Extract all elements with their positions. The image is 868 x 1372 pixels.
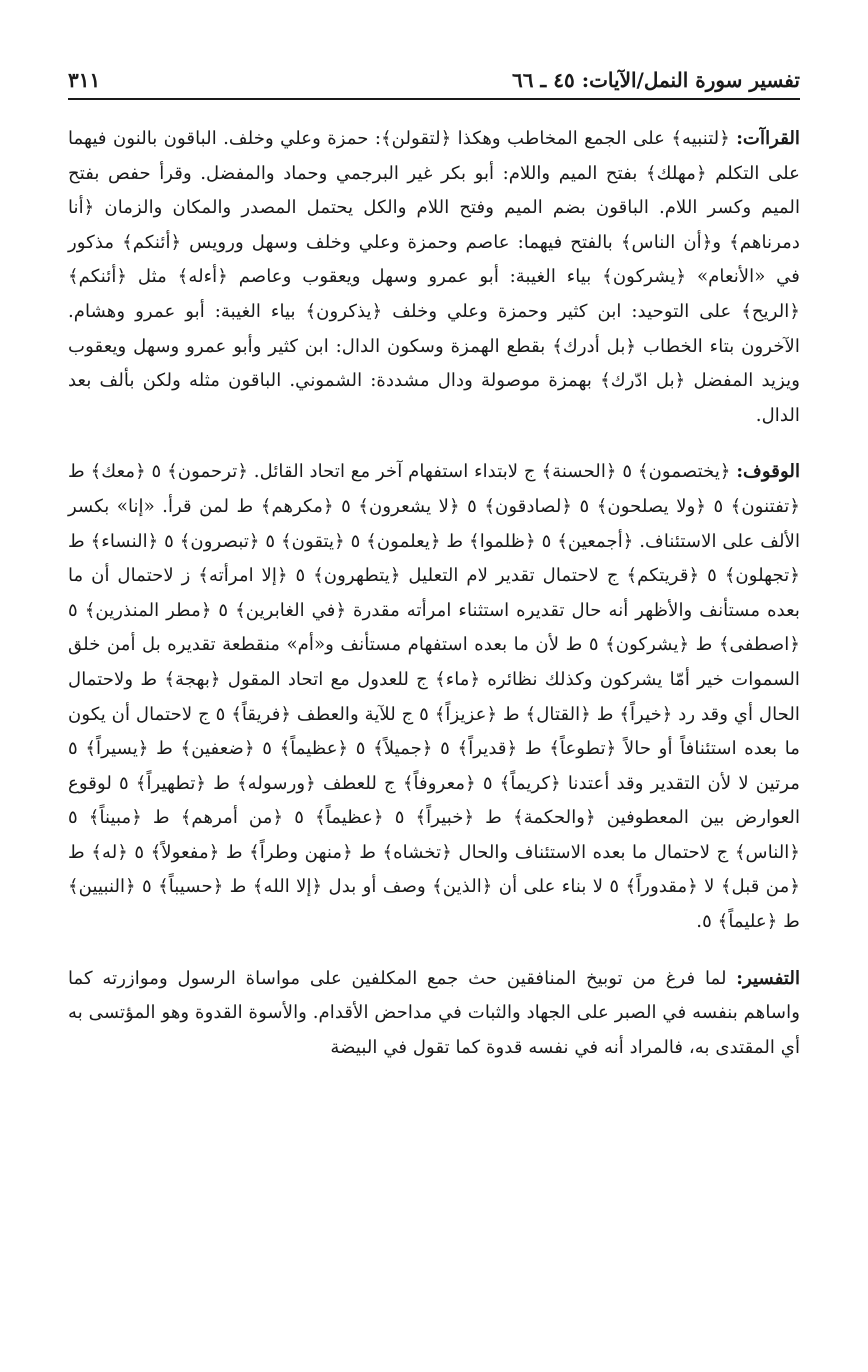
running-title: تفسير سورة النمل/الآيات: ٤٥ ـ ٦٦ (511, 68, 800, 92)
wuquf-label: الوقوف: (736, 461, 800, 483)
wuquf-text: ﴿يختصمون﴾ ٥ ﴿الحسنة﴾ ج لابتداء استفهام آخر مع اتحاد القائل. ﴿ترحمون﴾ ٥ ﴿معك﴾ ط ﴿تفتنون﴾ ٥ ﴿ولا يصلحون﴾ ٥ ﴿لصادقون﴾ ٥ ﴿لا يشعرون﴾ ٥ ﴿مكرهم﴾ ط لمن قرأ. «إنا» بكسر الألف على الاستئناف. ﴿أجمعين﴾ ٥ ﴿ظلموا﴾ ط ﴿يعلمون﴾ ٥ ﴿يتقون﴾ ٥ ﴿تبصرون﴾ ٥ ﴿النساء﴾ ط ﴿تجهلون﴾ ٥ ﴿قريتكم﴾ ج لاحتمال تقدير لام التعليل ﴿يتطهرون﴾ ٥ ﴿إلا امرأته﴾ ز لاحتمال أن ما بعده مستأنف والأظهر أنه حال تقديره استثناء امرأته مقدرة ﴿في الغابرين﴾ ٥ ﴿مطر المنذرين﴾ ٥ ﴿اصطفى﴾ ط ﴿يشركون﴾ ٥ ط لأن ما بعده استفهام مستأنف و«أم» منقطعة تقديره بل أمن خلق السموات خير أمّا يشركون وكذلك نظائره ﴿ماء﴾ ج للعدول مع اتحاد المقول ﴿بهجة﴾ ط ولاحتمال الحال أي وقد رد ﴿خيراً﴾ ط ﴿القتال﴾ ط ﴿عزيزاً﴾ ٥ ج للآية والعطف ﴿فريقاً﴾ ٥ ج لاحتمال أن يكون ما بعده استئنافاً أو حالاً ﴿تطوعاً﴾ ط ﴿قديراً﴾ ٥ ﴿جميلاً﴾ ٥ ﴿عظيماً﴾ ٥ ﴿ضعفين﴾ ط ﴿يسيراً﴾ ٥ مرتين لا لأن التقدير وقد أعتدنا ﴿كريماً﴾ ٥ ﴿معروفاً﴾ ج للعطف ﴿ورسوله﴾ ط ﴿تطهيراً﴾ ٥ لوقوع العوارض بين المعطوفين ﴿والحكمة﴾ ط ﴿خبيراً﴾ ٥ ﴿عظيماً﴾ ٥ ﴿من أمرهم﴾ ط ﴿مبيناً﴾ ٥ ﴿الناس﴾ ج لاحتمال ما بعده الاستئناف والحال ﴿تخشاه﴾ ط ﴿منهن وطراً﴾ ط ﴿مفعولاً﴾ ٥ ﴿له﴾ ط ﴿من قبل﴾ لا ﴿مقدوراً﴾ ٥ لا بناء على أن ﴿الذين﴾ وصف أو بدل ﴿إلا الله﴾ ط ﴿حسيباً﴾ ٥ ﴿النبيين﴾ ط ﴿عليماً﴾ ٥. (67, 461, 800, 933)
tafsir-paragraph (68, 962, 800, 1066)
tafsir-label: التفسير: (736, 967, 800, 989)
header-rule (68, 98, 800, 100)
qiraat-label: القراآت: (736, 128, 800, 149)
qiraat-text: ﴿لتنبيه﴾ على الجمع المخاطب وهكذا ﴿لتقولن﴾: حمزة وعلي وخلف. الباقون بالنون فيهما على التكلم ﴿مهلك﴾ بفتح الميم واللام: أبو بكر غير البرجمي وحماد والمفضل. وقرأ حفص بفتح الميم وكسر اللام. الباقون بضم الميم وفتح اللام والكل يحتمل المصدر والمكان والزمان ﴿أنا دمرناهم﴾ و﴿أن الناس﴾ بالفتح فيهما: عاصم وحمزة وعلي وخلف وسهل ورويس ﴿أئنكم﴾ مذكور في «الأنعام» ﴿يشركون﴾ بياء الغيبة: أبو عمرو وسهل ويعقوب وعاصم ﴿أءله﴾ مثل ﴿أئنكم﴾ ﴿الريح﴾ على التوحيد: ابن كثير وحمزة وعلي وخلف ﴿يذكرون﴾ بياء الغيبة: أبو عمرو وهشام. الآخرون بتاء الخطاب ﴿بل أدرك﴾ بقطع الهمزة وسكون الدال: ابن كثير وأبو عمرو وسهل ويعقوب ويزيد المفضل ﴿بل ادّرك﴾ بهمزة موصولة ودال مشددة: الشموني. الباقون مثله ولكن بألف بعد الدال. (68, 128, 800, 426)
qiraat-paragraph (68, 122, 800, 433)
wuquf-paragraph (68, 455, 800, 939)
tafsir-text: لما فرغ من توبيخ المنافقين حث جمع المكلفين على مواساة الرسول وموازرته كما واساهم بنفسه في الصبر على الجهاد والثبات في مداحض الأقدام. والأسوة القدوة وهو المؤتسى به أي المقتدى به، فالمراد أنه في نفسه قدوة كما تقول في البيضة (68, 967, 800, 1058)
running-head (68, 58, 800, 92)
page-number: ٣١١ (68, 68, 101, 92)
